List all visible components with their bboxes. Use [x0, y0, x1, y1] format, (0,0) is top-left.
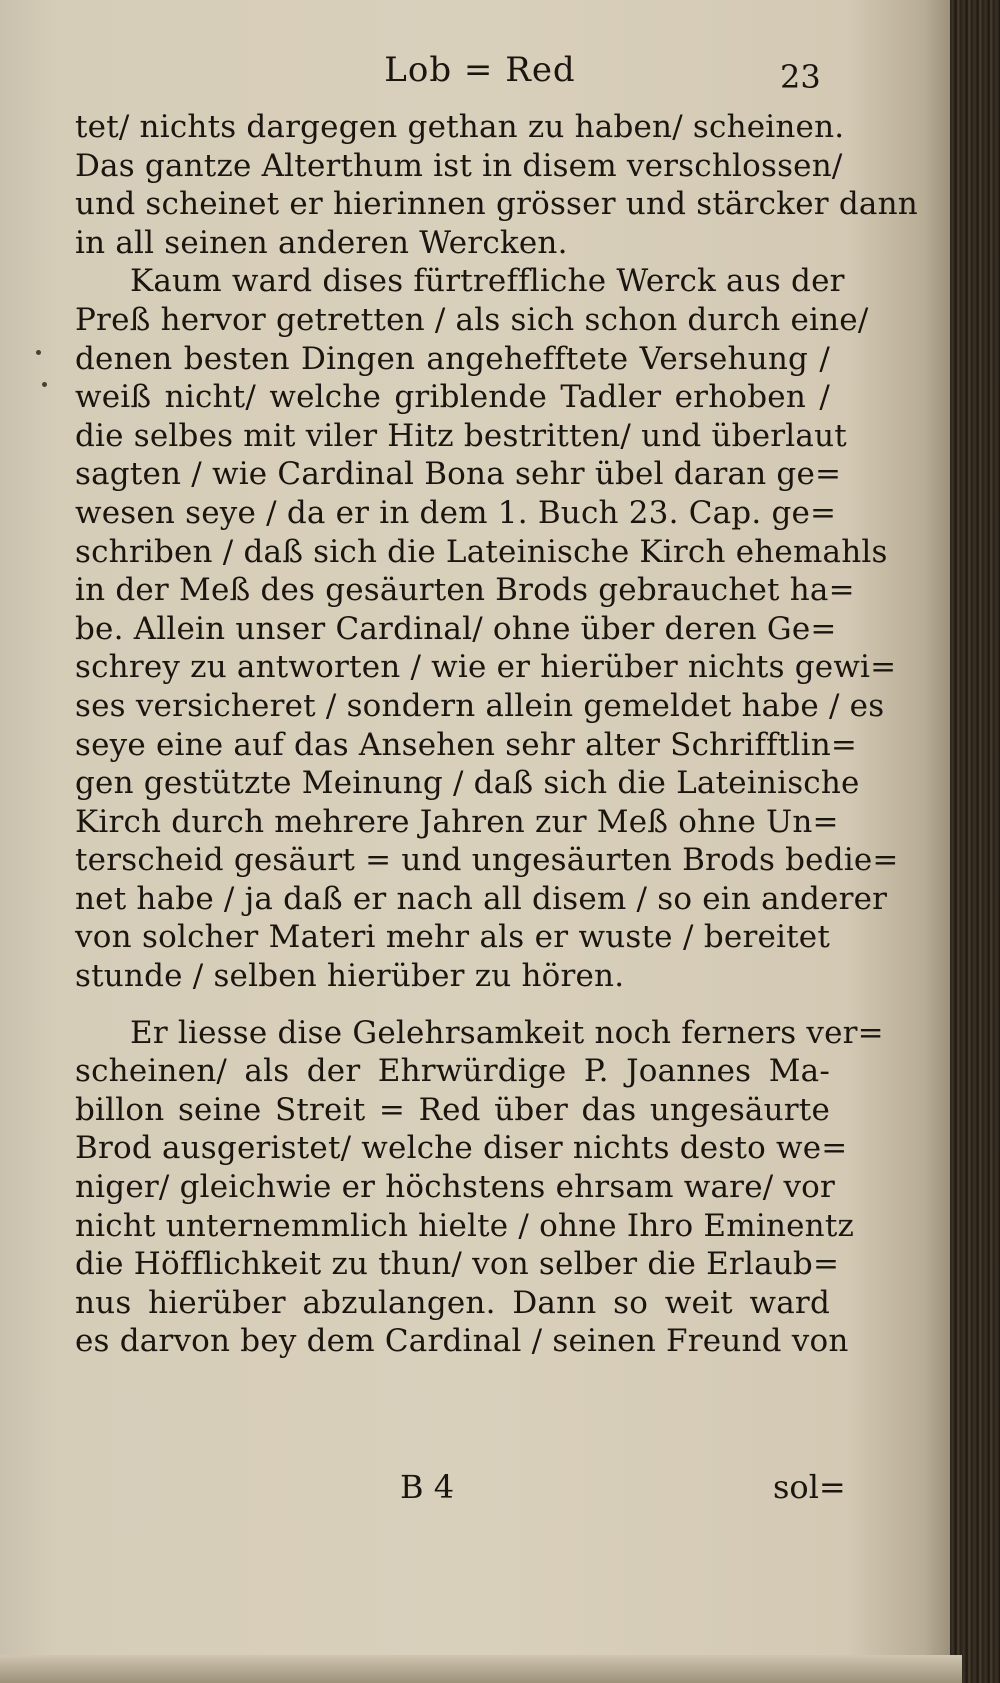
catchword: sol= [773, 1468, 846, 1506]
text-line: Das gantze Alterthum ist in disem verschlossen/ [75, 147, 843, 184]
text-line: in der Meß des gesäurten Brods gebrauchet ha= [75, 572, 855, 609]
text-line: seye eine auf das Ansehen sehr alter Schrifftlin= [75, 726, 858, 763]
text-line: denen besten Dingen angehefftete Versehung / [75, 340, 830, 377]
margin-ink-speck [36, 350, 41, 355]
text-line: in all seinen anderen Wercken. [75, 224, 568, 261]
text-line: schrey zu antworten / wie er hierüber nichts gewi= [75, 649, 897, 686]
text-line: scheinen/ als der Ehrwürdige P. Joannes Ma- [75, 1053, 830, 1090]
running-title: Lob = Red [384, 50, 576, 90]
text-line: Brod ausgeristet/ welche diser nichts desto we= [75, 1130, 848, 1167]
margin-ink-speck [42, 382, 47, 387]
text-line: be. Allein unser Cardinal/ ohne über deren Ge= [75, 610, 837, 647]
text-line: sagten / wie Cardinal Bona sehr übel daran ge= [75, 456, 842, 493]
text-line: nus hierüber abzulangen. Dann so weit ward [75, 1284, 830, 1321]
text-line: net habe / ja daß er nach all disem / so ein anderer [75, 880, 888, 917]
signature-mark: B 4 [400, 1468, 455, 1506]
text-line: gen gestützte Meinung / daß sich die Lateinische [75, 765, 860, 802]
text-line: schriben / daß sich die Lateinische Kirch ehemahls [75, 533, 888, 570]
text-line: die Höfflichkeit zu thun/ von selber die Erlaub= [75, 1246, 840, 1283]
text-line: es darvon bey dem Cardinal / seinen Freund von [75, 1323, 849, 1360]
text-line: nicht unternemmlich hielte / ohne Ihro Eminentz [75, 1207, 855, 1244]
text-line: Kirch durch mehrere Jahren zur Meß ohne Un= [75, 803, 839, 840]
text-line: Preß hervor getretten / als sich schon durch eine/ [75, 301, 869, 338]
paragraph-start-line: Er liesse dise Gelehrsamkeit noch ferners ver= [130, 1014, 884, 1051]
text-line: von solcher Materi mehr als er wuste / bereitet [75, 919, 830, 956]
paragraph-gap [75, 996, 830, 1014]
text-line: und scheinet er hierinnen grösser und stärcker dann [75, 186, 918, 223]
text-line: niger/ gleichwie er höchstens ehrsam ware/ vor [75, 1169, 836, 1206]
page-bottom-edge [0, 1655, 962, 1683]
text-line: weiß nicht/ welche griblende Tadler erhoben / [75, 379, 830, 416]
text-line: stunde / selben hierüber zu hören. [75, 958, 625, 995]
page-number: 23 [780, 58, 821, 96]
text-line: billon seine Streit = Red über das ungesäurte [75, 1091, 830, 1128]
text-line: wesen seye / da er in dem 1. Buch 23. Cap. ge= [75, 494, 837, 531]
paragraph-start-line: Kaum ward dises fürtreffliche Werck aus der [130, 263, 845, 300]
body-text [75, 108, 918, 1361]
text-line: tet/ nichts dargegen gethan zu haben/ scheinen. [75, 109, 845, 145]
text-line: die selbes mit viler Hitz bestritten/ und überlaut [75, 417, 847, 454]
book-spine-edge [950, 0, 1000, 1683]
text-line: terscheid gesäurt = und ungesäurten Brods bedie= [75, 842, 899, 879]
text-line: ses versicheret / sondern allein gemeldet habe / es [75, 687, 885, 724]
